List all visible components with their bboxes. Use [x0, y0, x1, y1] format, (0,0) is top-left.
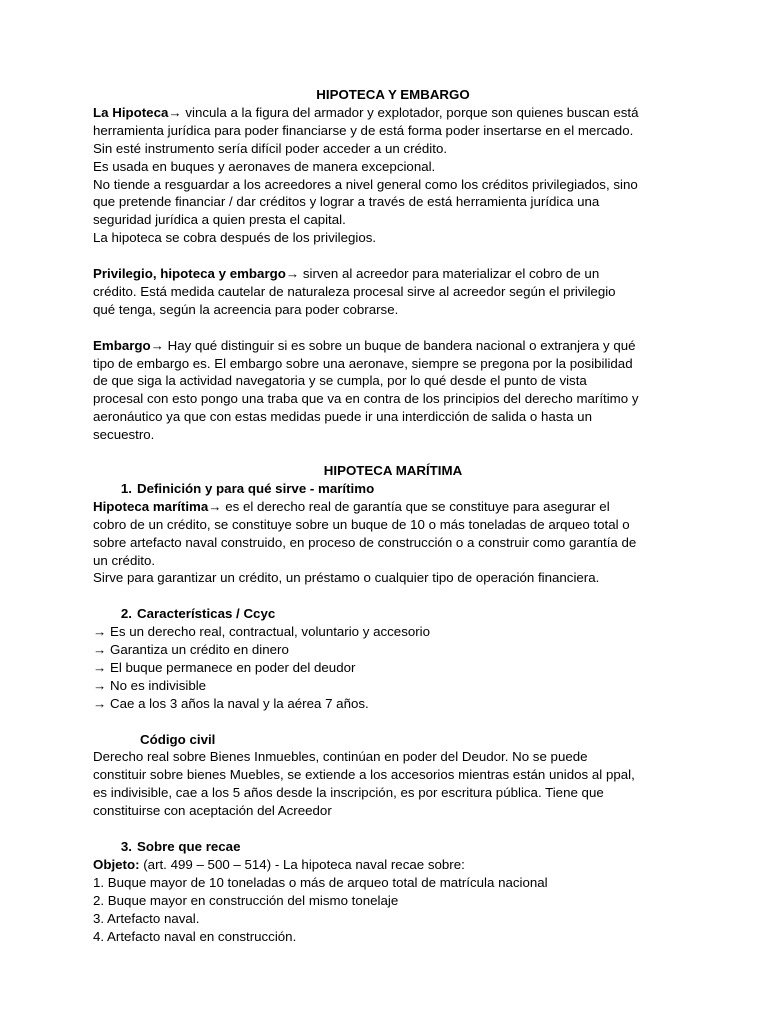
- paragraph-privilegio: Privilegio, hipoteca y embargo→ sirven al acreedor para materializar el cobro de un: [93, 266, 600, 282]
- text-line: crédito. Está medida cautelar de naturaleza procesal sirve al acreedor según el privilegio: [93, 283, 616, 299]
- term-embargo: Embargo: [93, 337, 151, 353]
- document-content: [93, 86, 693, 945]
- text-line: Es usada en buques y aeronaves de manera excepcional.: [93, 158, 436, 174]
- item1-heading: 1. Definición y para qué sirve - marítimo: [120, 480, 375, 496]
- text-line: seguridad jurídica a quien presta el capital.: [93, 212, 346, 228]
- text-line: La hipoteca se cobra después de los privilegios.: [93, 230, 377, 246]
- text-line: Sin esté instrumento sería difícil poder acceder a un crédito.: [93, 140, 448, 156]
- text-line: constituirse con aceptación del Acreedor: [93, 803, 332, 819]
- text-line: Sirve para garantizar un crédito, un préstamo o cualquier tipo de operación financiera.: [93, 570, 600, 586]
- text-line: No tiende a resguardar a los acreedores a nivel general como los créditos privilegiados, sino: [93, 176, 638, 192]
- term-objeto: Objeto:: [93, 856, 140, 872]
- term-privilegio: Privilegio, hipoteca y embargo: [93, 266, 286, 282]
- text-line: sobre artefacto naval construido, en proceso de construcción o a construir como garantía de: [93, 534, 637, 550]
- text-line: un crédito.: [93, 552, 156, 568]
- text-line: qué tenga, según la acreencia para poder cobrarse.: [93, 301, 399, 317]
- text-line: de que siga la actividad navegatoria y se cumpla, por lo qué desde el punto de vista: [93, 373, 587, 389]
- bullet-item: → No es indivisible: [93, 677, 207, 693]
- section-title-hipoteca-maritima: HIPOTECA MARÍTIMA: [323, 462, 463, 478]
- codigo-civil-heading: Código civil: [140, 731, 216, 747]
- bullet-item: → Garantiza un crédito en dinero: [93, 642, 289, 658]
- paragraph-objeto: Objeto: (art. 499 – 500 – 514) - La hipoteca naval recae sobre:: [93, 856, 465, 872]
- item2-heading: 2. Características / Ccyc: [120, 606, 276, 622]
- text-line: cobro de un crédito, se constituye sobre un buque de 10 o más toneladas de arqueo total o: [93, 516, 630, 532]
- paragraph-embargo: Embargo→ Hay qué distinguir si es sobre un buque de bandera nacional o extranjera y qué: [93, 337, 636, 353]
- paragraph-hipoteca: La Hipoteca→ vincula a la figura del armador y explotador, porque son quienes buscan está: [93, 104, 639, 120]
- bullet-item: → Cae a los 3 años la naval y la aérea 7 años.: [93, 695, 369, 711]
- text-line: procesal con esto pongo una traba que va en contra de los principios del derecho marítimo y: [93, 391, 639, 407]
- text-line: aeronáutico ya que con estas medidas puede ir una interdicción de salida o hasta un: [93, 409, 592, 425]
- text-line: tipo de embargo es. El embargo sobre una aeronave, siempre se pregona por la posibilidad: [93, 355, 633, 371]
- text-line: Derecho real sobre Bienes Inmuebles, continúan en poder del Deudor. No se puede: [93, 749, 588, 765]
- list-item: 3. Artefacto naval.: [93, 910, 200, 926]
- list-item: 1. Buque mayor de 10 toneladas o más de arqueo total de matrícula nacional: [93, 874, 548, 890]
- text-line: es indivisible, cae a los 5 años desde la inscripción, es por escritura pública. Tiene que: [93, 785, 604, 801]
- text-line: secuestro.: [93, 427, 155, 443]
- bullet-item: → Es un derecho real, contractual, voluntario y accesorio: [93, 624, 431, 640]
- paragraph-hipoteca-maritima: Hipoteca marítima→ es el derecho real de garantía que se constituye para asegurar el: [93, 498, 610, 514]
- list-item: 2. Buque mayor en construcción del mismo tonelaje: [93, 892, 399, 908]
- term-hipoteca-maritima: Hipoteca marítima: [93, 498, 209, 514]
- text-line: herramienta jurídica para poder financiarse y de está forma poder insertarse en el mercado.: [93, 122, 634, 138]
- bullet-item: → El buque permanece en poder del deudor: [93, 659, 356, 675]
- text-line: que pretende financiar / dar créditos y lograr a través de está herramienta jurídica una: [93, 194, 600, 210]
- list-item: 4. Artefacto naval en construcción.: [93, 928, 297, 944]
- text-line: constituir sobre bienes Muebles, se extiende a los accesorios mientras están unidos al ppal,: [93, 767, 635, 783]
- term-hipoteca: La Hipoteca: [93, 104, 169, 120]
- page-title: HIPOTECA Y EMBARGO: [316, 87, 470, 102]
- item3-heading: 3. Sobre que recae: [120, 838, 241, 854]
